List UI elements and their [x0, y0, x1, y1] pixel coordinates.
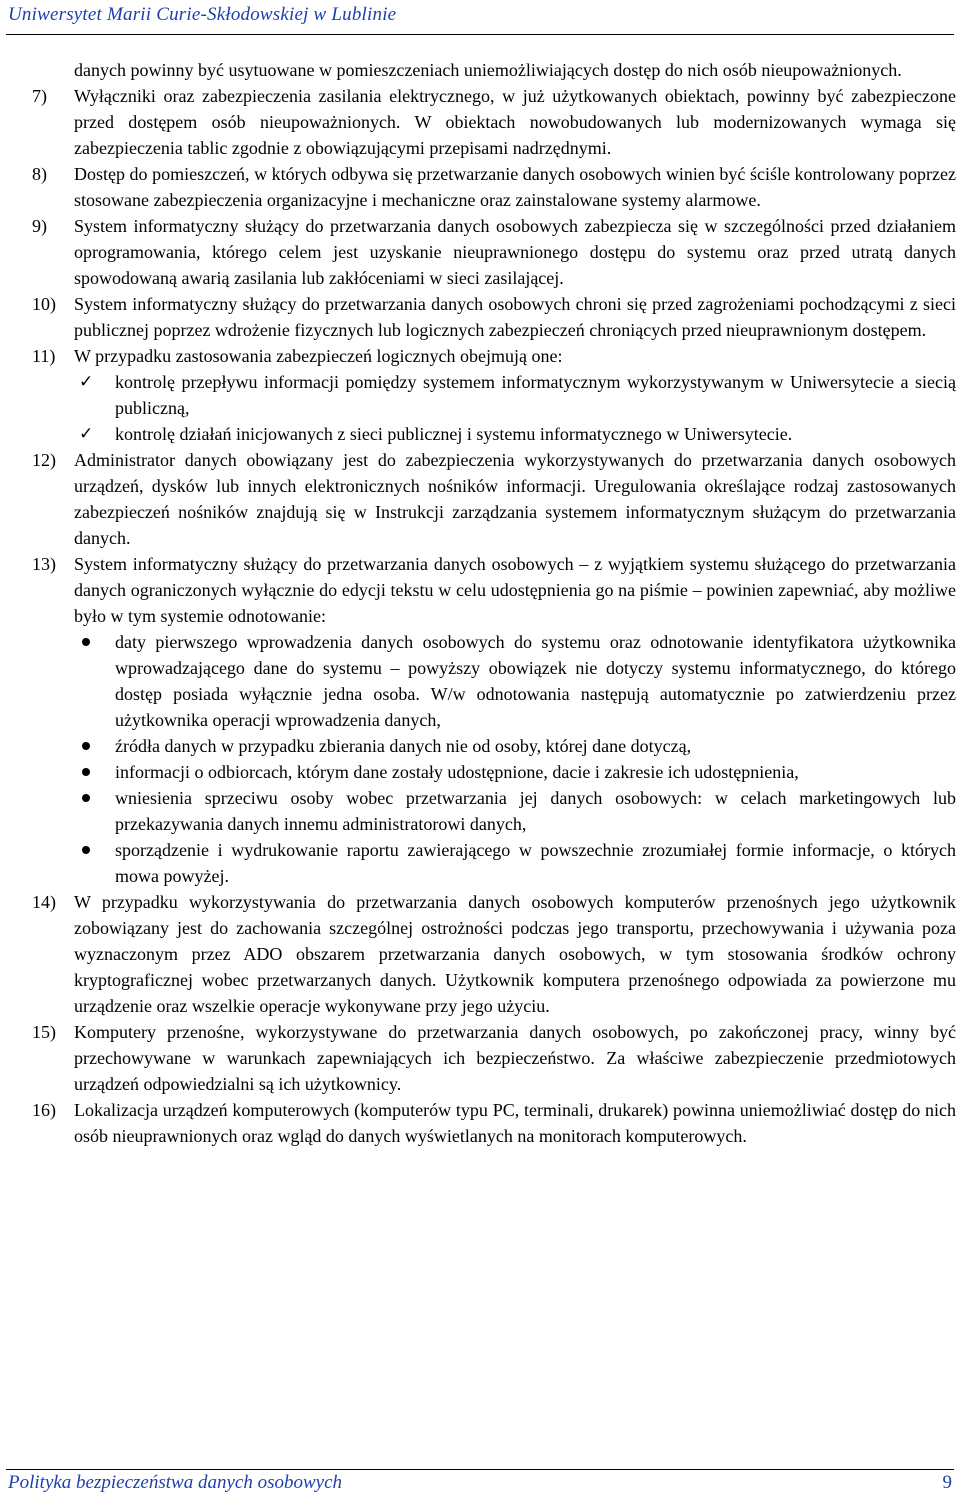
- item-number: 11): [32, 346, 56, 366]
- checkmark-icon: ✓: [79, 424, 94, 444]
- list-item-13: [32, 551, 956, 889]
- document-body: [32, 57, 956, 1149]
- item-number: 8): [32, 164, 47, 184]
- bullet-list: [74, 629, 956, 889]
- list-item-7: [32, 83, 956, 161]
- list-item-11: [32, 343, 956, 447]
- bullet-list-item: [74, 629, 956, 733]
- list-item-15: [32, 1019, 956, 1097]
- list-item-16: [32, 1097, 956, 1149]
- bullet-icon: [82, 742, 90, 750]
- checkmark-list: [74, 369, 956, 447]
- item-number: 7): [32, 86, 47, 106]
- bullet-item-text: wniesienia sprzeciwu osoby wobec przetwarzania jej danych osobowych: w celach marketingowych lub przekazywania danych innemu administratorowi danych,: [115, 788, 956, 834]
- footer-divider: [6, 1469, 954, 1470]
- header-divider: [6, 34, 954, 35]
- bullet-item-text: informacji o odbiorcach, którym dane zostały udostępnione, dacie i zakresie ich udostępnienia,: [115, 762, 799, 782]
- document-header: Uniwersytet Marii Curie-Skłodowskiej w Lublinie: [8, 4, 397, 25]
- item-text: W przypadku zastosowania zabezpieczeń logicznych obejmują one:: [74, 346, 563, 366]
- bullet-icon: [82, 638, 90, 646]
- list-item-8: [32, 161, 956, 213]
- list-item-14: [32, 889, 956, 1019]
- item-number: 12): [32, 450, 56, 470]
- checkmark-icon: ✓: [79, 372, 94, 392]
- item-text: Dostęp do pomieszczeń, w których odbywa się przetwarzanie danych osobowych winien być ściśle kontrolowany poprzez stosowane zabezpieczenia organizacyjne i mechaniczne oraz zainstalowane systemy alarmowe.: [74, 164, 956, 210]
- list-item-10: [32, 291, 956, 343]
- document-footer-title: Polityka bezpieczeństwa danych osobowych: [8, 1472, 343, 1493]
- item-text: Administrator danych obowiązany jest do zabezpieczenia wykorzystywanych do przetwarzania danych osobowych urządzeń, dysków lub innych elektronicznych nośników informacji. Uregulowania określające rodzaj zastosowanych zabezpieczeń nośników znajdują się w Instrukcji zarządzania systemem informatycznym służącym do przetwarzania danych.: [74, 450, 956, 548]
- item-text: System informatyczny służący do przetwarzania danych osobowych chroni się przed zagrożeniami pochodzącymi z sieci publicznej poprzez wdrożenie fizycznych lub logicznych zabezpieczeń chroniących przed nieuprawnionym dostępem.: [74, 294, 956, 340]
- item-number: 14): [32, 892, 56, 912]
- checkmark-item-text: kontrolę działań inicjowanych z sieci publicznej i systemu informatycznego w Uniwersytecie.: [115, 424, 793, 444]
- item-number: 15): [32, 1022, 56, 1042]
- checkmark-item-text: kontrolę przepływu informacji pomiędzy systemem informatycznym wykorzystywanym w Uniwersytecie a siecią publiczną,: [115, 372, 956, 418]
- item-text: System informatyczny służący do przetwarzania danych osobowych zabezpiecza się w szczególności przed działaniem oprogramowania, którego celem jest uzyskanie nieuprawnionego dostępu do systemu oraz przed utratą danych spowodowaną awarią zasilania lub zakłóceniami w sieci zasilającej.: [74, 216, 956, 288]
- bullet-icon: [82, 846, 90, 854]
- bullet-item-text: daty pierwszego wprowadzenia danych osobowych do systemu oraz odnotowanie identyfikatora użytkownika wprowadzającego dane do systemu – powyższy obowiązek nie dotyczy systemu informatycznego, do którego dostęp posiada wyłącznie jedna osoba. W/w odnotowania następują automatycznie po zatwierdzeniu przez użytkownika operacji wprowadzenia danych,: [115, 632, 956, 730]
- item-text: W przypadku wykorzystywania do przetwarzania danych osobowych komputerów przenośnych jego użytkownik zobowiązany jest do zachowania szczególnej ostrożności podczas jego transportu, przechowywania i używania poza wyznaczonym przez ADO obszarem przetwarzania danych osobowych, w tym stosowania środków ochrony kryptograficznej wobec przetwarzanych danych. Użytkownik komputera przenośnego odpowiada za powierzone mu urządzenie oraz wszelkie operacje wykonywane przy jego użyciu.: [74, 892, 956, 1016]
- list-item-9: [32, 213, 956, 291]
- bullet-item-text: źródła danych w przypadku zbierania danych nie od osoby, której dane dotyczą,: [115, 736, 692, 756]
- bullet-item-text: sporządzenie i wydrukowanie raportu zawierającego w powszechnie zrozumiałej formie informacje, o których mowa powyżej.: [115, 840, 956, 886]
- bullet-list-item: [74, 759, 956, 785]
- bullet-icon: [82, 794, 90, 802]
- item-text: Wyłączniki oraz zabezpieczenia zasilania elektrycznego, w już użytkowanych obiektach, powinny być zabezpieczone przed dostępem osób nieupoważnionych. W obiektach nowobudowanych lub modernizowanych wymaga się zabezpieczenia tablic zgodnie z obowiązującymi przepisami nadrzędnymi.: [74, 86, 956, 158]
- bullet-list-item: [74, 733, 956, 759]
- checkmark-list-item: [74, 369, 956, 421]
- bullet-list-item: [74, 837, 956, 889]
- bullet-icon: [82, 768, 90, 776]
- item-number: 16): [32, 1100, 56, 1120]
- page-number: 9: [942, 1472, 952, 1493]
- item-number: 13): [32, 554, 56, 574]
- list-item-12: [32, 447, 956, 551]
- item-number: 10): [32, 294, 56, 314]
- item-text: Lokalizacja urządzeń komputerowych (komputerów typu PC, terminali, drukarek) powinna uniemożliwiać dostęp do nich osób nieuprawnionych oraz wgląd do danych wyświetlanych na monitorach komputerowych.: [74, 1100, 956, 1146]
- checkmark-list-item: [74, 421, 956, 447]
- item-text: Komputery przenośne, wykorzystywane do przetwarzania danych osobowych, po zakończonej pracy, winny być przechowywane w warunkach zapewniających ich bezpieczeństwo. Za właściwe zabezpieczenie przedmiotowych urządzeń odpowiedzialni są ich użytkownicy.: [74, 1022, 956, 1094]
- item-text: System informatyczny służący do przetwarzania danych osobowych – z wyjątkiem systemu służącego do przetwarzania danych ograniczonych wyłącznie do edycji tekstu w celu udostępnienia go na piśmie – powinien zapewniać, aby możliwe było w tym systemie odnotowanie:: [74, 554, 956, 626]
- intro-paragraph: danych powinny być usytuowane w pomieszczeniach uniemożliwiających dostęp do nich osób nieupoważnionych.: [74, 60, 902, 80]
- item-number: 9): [32, 216, 47, 236]
- bullet-list-item: [74, 785, 956, 837]
